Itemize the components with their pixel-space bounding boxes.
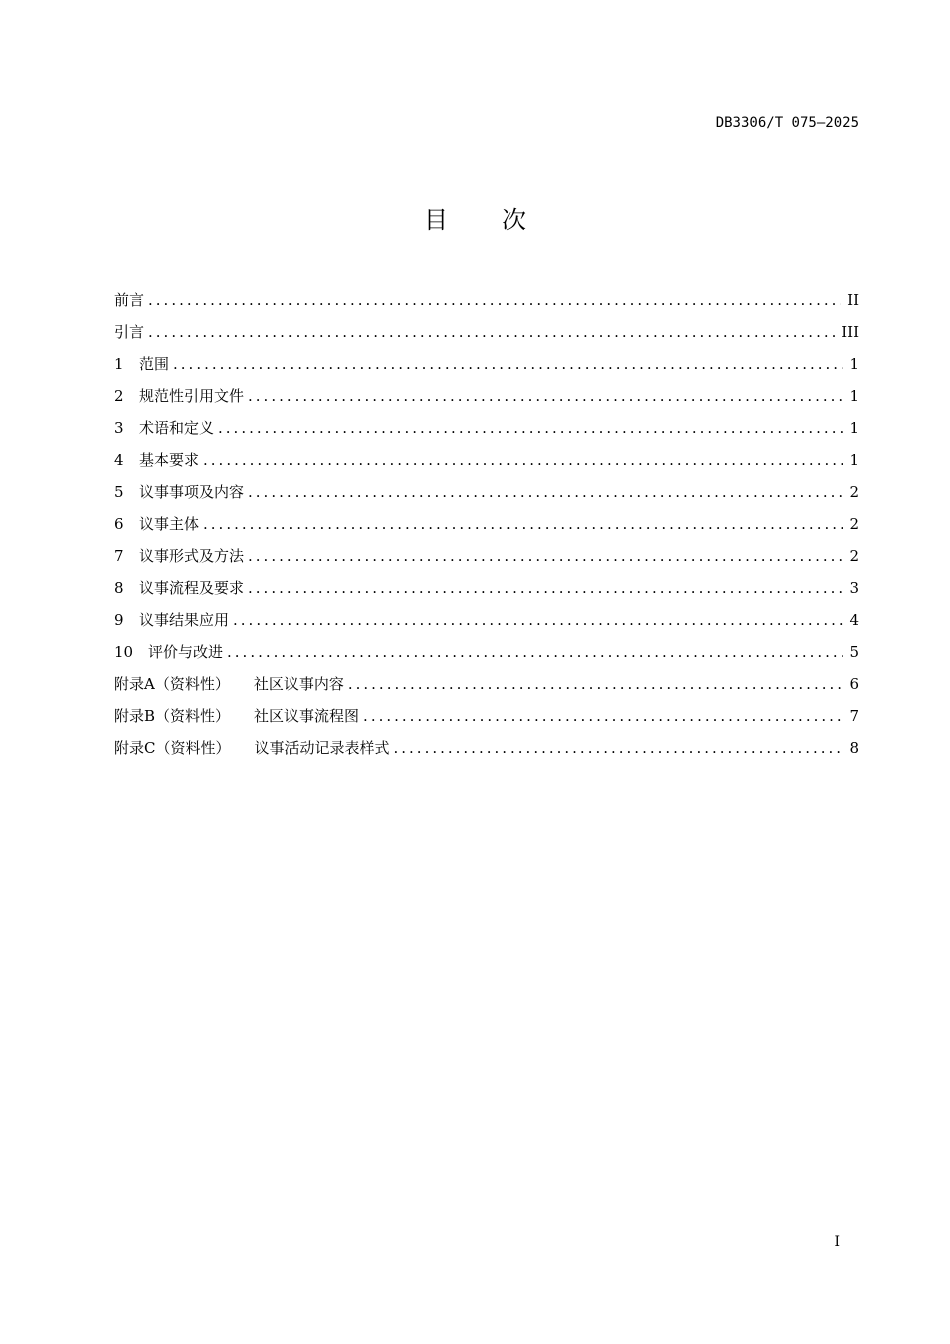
toc-leader bbox=[148, 316, 835, 348]
toc-label: 议事主体 bbox=[139, 515, 200, 533]
toc-number: 4 bbox=[114, 451, 124, 469]
toc-entry-appendix-a[interactable] bbox=[114, 668, 859, 700]
toc-entry-appendix-c[interactable] bbox=[114, 732, 859, 764]
toc-page-number: 5 bbox=[849, 643, 859, 661]
toc-page-number: 2 bbox=[849, 515, 859, 533]
toc-entry-10[interactable] bbox=[114, 636, 859, 668]
toc-entry-9[interactable] bbox=[114, 604, 859, 636]
toc-entry-5[interactable] bbox=[114, 476, 859, 508]
toc-number: 2 bbox=[114, 387, 124, 405]
toc-leader bbox=[233, 604, 843, 636]
toc-number: 9 bbox=[114, 611, 124, 629]
toc-leader bbox=[248, 540, 843, 572]
toc-entry-8[interactable] bbox=[114, 572, 859, 604]
toc-appendix-number: 附录A（资料性） bbox=[114, 675, 230, 693]
toc-number: 3 bbox=[114, 419, 124, 437]
toc-entry-3[interactable] bbox=[114, 412, 859, 444]
toc-page-number: 1 bbox=[849, 419, 859, 437]
toc-entry-4[interactable] bbox=[114, 444, 859, 476]
toc-label: 评价与改进 bbox=[148, 643, 224, 661]
toc-number: 6 bbox=[114, 515, 124, 533]
toc-entry-6[interactable] bbox=[114, 508, 859, 540]
toc-page-number: III bbox=[841, 323, 859, 341]
toc-leader bbox=[218, 412, 843, 444]
toc-label: 基本要求 bbox=[139, 451, 200, 469]
toc-entry-introduction[interactable] bbox=[114, 316, 859, 348]
toc-number: 7 bbox=[114, 547, 124, 565]
toc-entry-7[interactable] bbox=[114, 540, 859, 572]
toc-title-char-1: 目 bbox=[424, 206, 448, 234]
toc-page-number: 2 bbox=[849, 547, 859, 565]
toc-page-number: 7 bbox=[849, 707, 859, 725]
toc-page-number: 4 bbox=[849, 611, 859, 629]
toc-label: 术语和定义 bbox=[139, 419, 215, 437]
toc-entry-2[interactable] bbox=[114, 380, 859, 412]
table-of-contents bbox=[114, 284, 859, 764]
toc-label: 社区议事内容 bbox=[253, 675, 344, 693]
toc-page-number: 8 bbox=[849, 739, 859, 757]
toc-appendix-number: 附录B（资料性） bbox=[114, 707, 231, 725]
toc-label: 议事流程及要求 bbox=[139, 579, 245, 597]
toc-leader bbox=[203, 444, 843, 476]
document-code: DB3306/T 075—2025 bbox=[715, 115, 859, 131]
toc-label: 议事结果应用 bbox=[139, 611, 230, 629]
toc-title bbox=[0, 200, 950, 235]
toc-entry-appendix-b[interactable] bbox=[114, 700, 859, 732]
toc-appendix-number: 附录C（资料性） bbox=[114, 739, 231, 757]
toc-leader bbox=[248, 572, 843, 604]
toc-page-number: 1 bbox=[849, 451, 859, 469]
toc-entry-preface[interactable] bbox=[114, 284, 859, 316]
toc-label: 议事活动记录表样式 bbox=[254, 739, 390, 757]
toc-leader bbox=[394, 732, 844, 764]
toc-page-number: 1 bbox=[849, 387, 859, 405]
toc-page-number: 2 bbox=[849, 483, 859, 501]
toc-label: 范围 bbox=[139, 355, 170, 373]
toc-title-char-2: 次 bbox=[502, 206, 526, 234]
toc-label: 规范性引用文件 bbox=[139, 387, 245, 405]
toc-page-number: II bbox=[847, 291, 859, 309]
toc-leader bbox=[173, 348, 843, 380]
toc-leader bbox=[248, 476, 843, 508]
toc-label: 议事形式及方法 bbox=[139, 547, 245, 565]
toc-number: 10 bbox=[114, 643, 134, 661]
toc-number: 8 bbox=[114, 579, 124, 597]
toc-leader bbox=[227, 636, 843, 668]
toc-page-number: 6 bbox=[849, 675, 859, 693]
toc-label: 社区议事流程图 bbox=[254, 707, 360, 725]
toc-label: 议事事项及内容 bbox=[139, 483, 245, 501]
toc-entry-1[interactable] bbox=[114, 348, 859, 380]
toc-page-number: 1 bbox=[849, 355, 859, 373]
toc-leader bbox=[363, 700, 843, 732]
toc-leader bbox=[148, 284, 841, 316]
page-number: I bbox=[834, 1234, 840, 1250]
toc-leader bbox=[248, 380, 843, 412]
toc-number: 5 bbox=[114, 483, 124, 501]
toc-number: 1 bbox=[114, 355, 124, 373]
toc-label: 引言 bbox=[114, 323, 145, 341]
toc-leader bbox=[203, 508, 843, 540]
toc-label: 前言 bbox=[114, 291, 145, 309]
toc-leader bbox=[348, 668, 843, 700]
toc-page-number: 3 bbox=[849, 579, 859, 597]
